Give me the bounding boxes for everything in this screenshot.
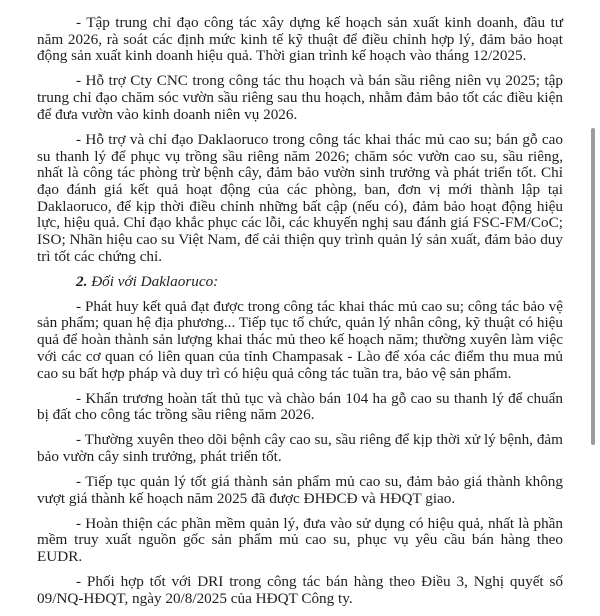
paragraph-software: - Hoàn thiện các phần mềm quản lý, đưa vào sử dụng có hiệu quả, nhất là phần mềm truy xuất nguồn gốc sản phẩm mủ cao su, phục vụ yêu cầu bán hàng theo EUDR.	[37, 514, 563, 566]
document-page	[37, 15, 563, 616]
paragraph-daklaoruco-support: - Hỗ trợ và chỉ đạo Daklaoruco trong công tác khai thác mủ cao su; bán gỗ cao su thanh lý để phục vụ trồng sầu riêng năm 2026; chăm sóc vườn cao su, sầu riêng, nhất là công tác phòng trừ bệnh cây, đảm bảo vườn sinh trưởng và phát triển tốt. Chỉ đạo đánh giá kết quả hoạt động của các phòng, ban, đơn vị mới thành lập tại Daklaoruco, để kịp thời điều chỉnh những bất cập (nếu có), đảm bảo hoạt động hiệu lực, hiệu quả. Chỉ đạo khắc phục các lỗi, các khuyến nghị sau đánh giá FSC-FM/CoC; ISO; Nhãn hiệu cao su Việt Nam, để cải thiện quy trình quản lý sản xuất, đảm bảo duy trì tốt các chứng chỉ.	[37, 130, 563, 265]
paragraph-latex-harvest: - Phát huy kết quả đạt được trong công tác khai thác mủ cao su; công tác bảo vệ sản phẩm; quan hệ địa phương... Tiếp tục tổ chức, quản lý nhân công, kỹ thuật có hiệu quả để hoàn thành sản lượng khai thác mủ theo kế hoạch năm; thường xuyên làm việc với các cơ quan có liên quan của tỉnh Champasak - Lào để xóa các điểm thu mua mủ cao su bất hợp pháp và duy trì có hiệu quả công tác tuần tra, bảo vệ sản phẩm.	[37, 297, 563, 382]
paragraph-cost-management: - Tiếp tục quản lý tốt giá thành sản phẩm mủ cao su, đảm bảo giá thành không vượt giá thành kế hoạch năm 2025 đã được ĐHĐCĐ và HĐQT giao.	[37, 472, 563, 507]
paragraph-dri-coordination: - Phối hợp tốt với DRI trong công tác bán hàng theo Điều 3, Nghị quyết số 09/NQ-HĐQT, ngày 20/8/2025 của HĐQT Công ty.	[37, 573, 563, 607]
paragraph-timber-sale: - Khẩn trương hoàn tất thủ tục và chào bán 104 ha gỗ cao su thanh lý để chuẩn bị đất cho công tác trồng sầu riêng năm 2026.	[37, 389, 563, 424]
section-heading-number: 2.	[76, 272, 88, 290]
vertical-scrollbar[interactable]	[591, 128, 595, 445]
paragraph-business-plan: - Tập trung chỉ đạo công tác xây dựng kế hoạch sản xuất kinh doanh, đầu tư năm 2026, rà soát các định mức kinh tế kỹ thuật để điều chỉnh hợp lý, đảm bảo hoạt động sản xuất kinh doanh hiệu quả. Thời gian trình kế hoạch vào tháng 12/2025.	[37, 14, 563, 65]
section-heading	[37, 274, 563, 291]
paragraph-cnc-support: - Hỗ trợ Cty CNC trong công tác thu hoạch và bán sầu riêng niên vụ 2025; tập trung chỉ đạo chăm sóc vườn sầu riêng sau thu hoạch, nhằm đảm bảo tốt các điều kiện để đưa vườn vào kinh doanh niên vụ 2026.	[37, 72, 563, 123]
paragraph-disease-monitoring: - Thường xuyên theo dõi bệnh cây cao su, sầu riêng để kịp thời xử lý bệnh, đảm bảo vườn cây sinh trưởng, phát triển tốt.	[37, 431, 563, 465]
section-heading-text: Đối với Daklaoruco:	[87, 272, 219, 290]
